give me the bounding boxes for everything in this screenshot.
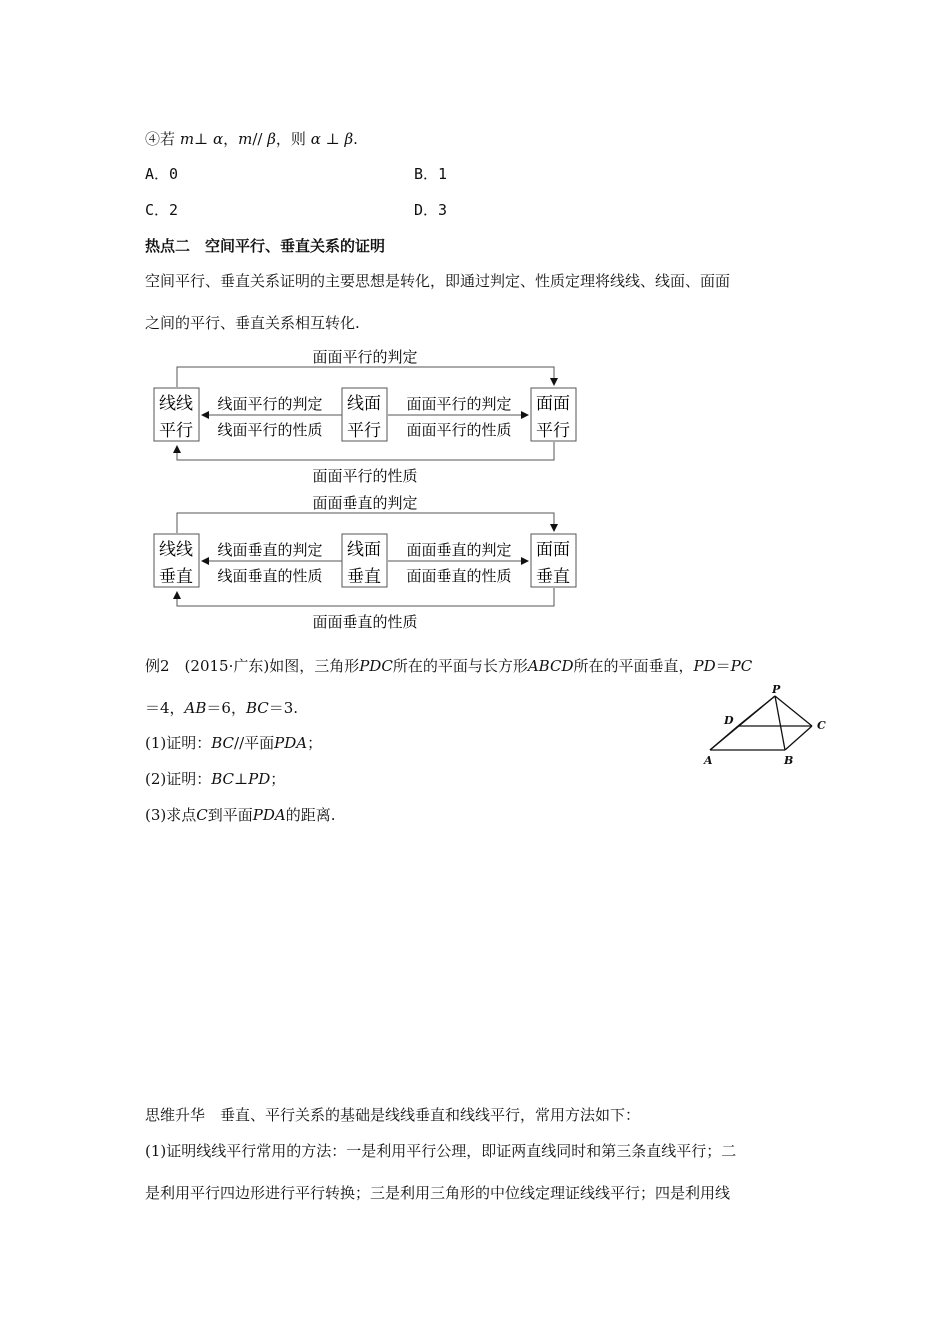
box-1-line-1: 线线 (159, 394, 193, 414)
box-3-line-1: 面面 (536, 394, 570, 414)
example-question-1: (1)证明：BC//平面PDA； (145, 734, 323, 752)
box-3-line-1: 面面 (536, 540, 570, 560)
box-3-line-2: 垂直 (536, 567, 570, 587)
left-upper-label: 线面垂直的判定 (217, 541, 323, 559)
option-b: B．1 (414, 165, 448, 183)
bottom-label: 面面平行的性质 (312, 467, 418, 485)
example-line-1: 例2 (2015·广东)如图，三角形PDC所在的平面与长方形ABCD所在的平面垂直，PD＝PC (145, 657, 753, 675)
right-lower-label: 面面垂直的性质 (406, 567, 512, 585)
label-d: D (724, 714, 734, 727)
option-a: A．0 (145, 165, 179, 183)
option-d: D．3 (414, 201, 448, 219)
summary-line-1: 思维升华 垂直、平行关系的基础是线线垂直和线线平行，常用方法如下： (145, 1106, 641, 1124)
right-lower-label: 面面平行的性质 (406, 421, 512, 439)
box-2-line-2: 平行 (347, 421, 381, 441)
pyramid-figure (700, 682, 840, 772)
example-question-2: (2)证明：BC⊥PD； (145, 770, 286, 788)
label-p: P (772, 683, 781, 696)
left-upper-label: 线面平行的判定 (217, 395, 323, 413)
label-a: A (704, 754, 713, 767)
intro-line-1: 空间平行、垂直关系证明的主要思想是转化，即通过判定、性质定理将线线、线面、面面 (145, 272, 731, 290)
bottom-label: 面面垂直的性质 (312, 613, 418, 631)
right-upper-label: 面面平行的判定 (406, 395, 512, 413)
section-title: 热点二 空间平行、垂直关系的证明 (145, 237, 386, 255)
label-c: C (817, 719, 826, 732)
box-2-line-1: 线面 (347, 394, 381, 414)
box-1-line-2: 平行 (159, 421, 193, 441)
left-lower-label: 线面平行的性质 (217, 421, 323, 439)
top-label: 面面平行的判定 (312, 348, 418, 366)
example-question-3: (3)求点C到平面PDA的距离. (145, 806, 336, 824)
question-item-4: ④若 m⊥ α，m// β，则 α ⊥ β. (145, 130, 358, 148)
option-c: C．2 (145, 201, 179, 219)
left-lower-label: 线面垂直的性质 (217, 567, 323, 585)
intro-line-2: 之间的平行、垂直关系相互转化. (145, 314, 360, 332)
perpendicular-relations-diagram (0, 486, 950, 631)
box-1-line-2: 垂直 (159, 567, 193, 587)
box-2-line-2: 垂直 (347, 567, 381, 587)
example-line-2: ＝4，AB＝6，BC＝3. (145, 699, 299, 717)
box-3-line-2: 平行 (536, 421, 570, 441)
right-upper-label: 面面垂直的判定 (406, 541, 512, 559)
box-2-line-1: 线面 (347, 540, 381, 560)
parallel-relations-diagram (0, 340, 950, 485)
summary-line-2: (1)证明线线平行常用的方法：一是利用平行公理，即证两直线同时和第三条直线平行；二 (145, 1142, 737, 1160)
label-b: B (784, 754, 794, 767)
top-label: 面面垂直的判定 (312, 494, 418, 512)
box-1-line-1: 线线 (159, 540, 193, 560)
summary-line-3: 是利用平行四边形进行平行转换；三是利用三角形的中位线定理证线线平行；四是利用线 (145, 1184, 731, 1202)
